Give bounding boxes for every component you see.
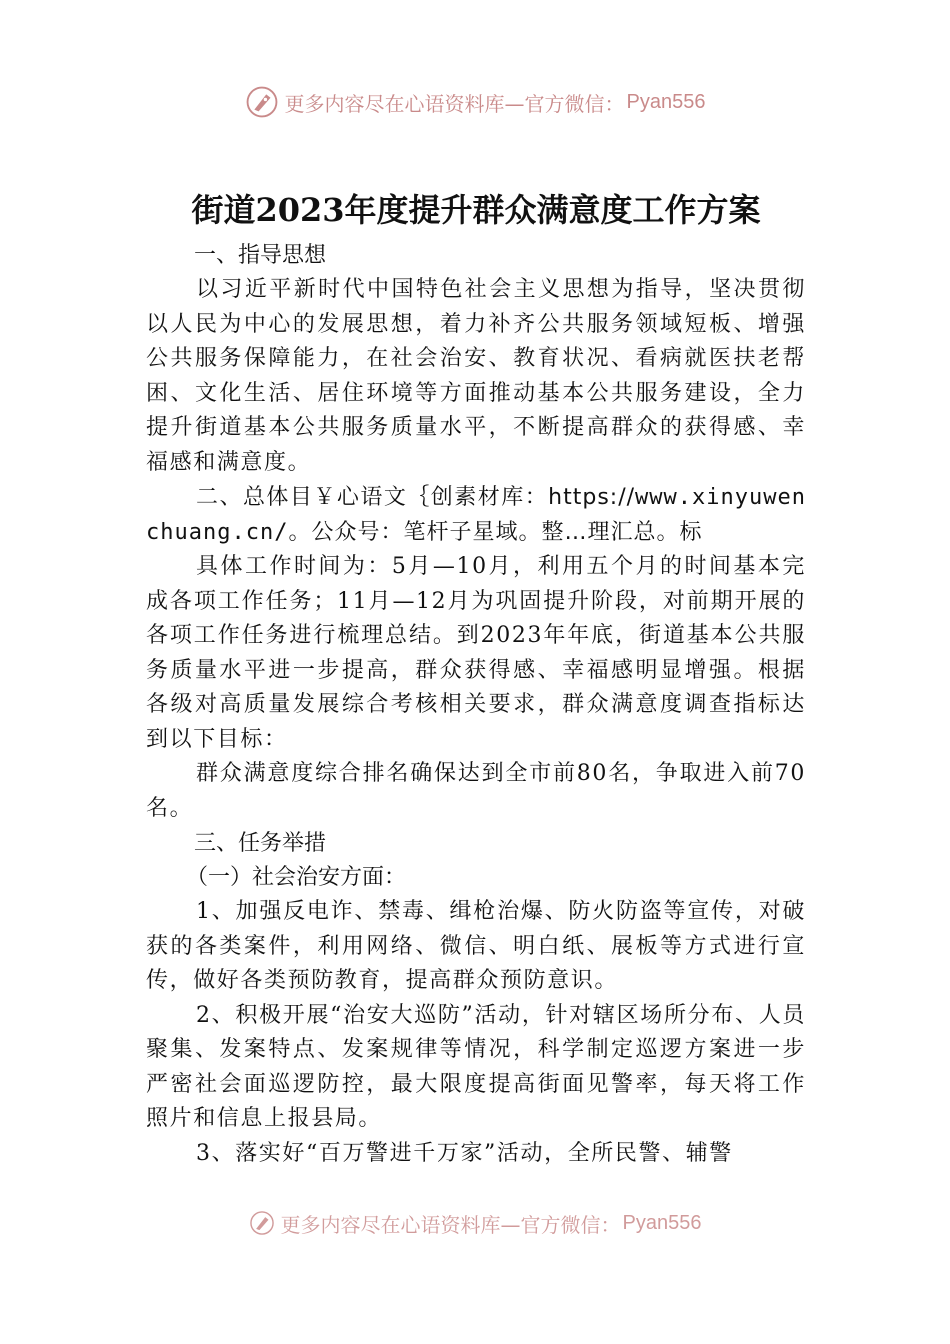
document-body (146, 186, 806, 1171)
watermark-wechat-id: Pyan556 (622, 1211, 702, 1234)
list-item-2: 2、积极开展“治安大巡防”活动，针对辖区场所分布、人员聚集、发案特点、发案规律等情况，科学制定巡逻方案进一步严密社会面巡逻防控，最大限度提高街面见警率，每天将工作照片和信息上报县局。 (146, 1002, 806, 1131)
link-url[interactable]: www.xinyuwenchuang.cn/ (146, 485, 806, 545)
section-heading-tasks: 三、任务举措 (194, 831, 327, 856)
section-heading-overall-goal (146, 480, 806, 550)
watermark-header (0, 84, 950, 120)
paragraph-guiding-ideology: 以习近平新时代中国特色社会主义思想为指导，坚决贯彻以人民为中心的发展思想，着力补齐公共服务领域短板、增强公共服务保障能力，在社会治安、教育状况、看病就医扶老帮困、文化生活、居住环境等方面推动基本公共服务建设，全力提升街道基本公共服务质量水平，不断提高群众的获得感、幸福感和满意度。 (146, 277, 806, 475)
heading-part-a: 二、总体目￥心语文｛创素材库：https:// (196, 485, 636, 510)
watermark-footer (0, 1208, 950, 1238)
pen-nib-logo-icon (249, 1210, 275, 1236)
paragraph-target: 群众满意度综合排名确保达到全市前80名，争取进入前70名。 (146, 761, 806, 821)
paragraph-schedule: 具体工作时间为：5月—10月，利用五个月的时间基本完成各项工作任务；11月—12月为巩固提升阶段，对前期开展的各项工作任务进行梳理总结。到2023年年底，街道基本公共服务质量水平进一步提高，群众获得感、幸福感明显增强。根据各级对高质量发展综合考核相关要求，群众满意度调查指标达到以下目标： (146, 554, 806, 752)
watermark-text: 更多内容尽在心语资料库—官方微信： (280, 1212, 621, 1237)
document-title: 街道2023年度提升群众满意度工作方案 (191, 191, 761, 229)
watermark-text: 更多内容尽在心语资料库—官方微信： (284, 91, 625, 116)
heading-part-c: 。公众号：笔杆子星域。整…理汇总。标 (288, 520, 703, 545)
list-item-3: 3、落实好“百万警进千万家”活动，全所民警、辅警 (196, 1140, 733, 1166)
subsection-heading-public-security: （一）社会治安方面： (186, 865, 407, 890)
list-item-1: 1、加强反电诈、禁毒、缉枪治爆、防火防盗等宣传，对破获的各类案件，利用网络、微信、明白纸、展板等方式进行宣传，做好各类预防教育，提高群众预防意识。 (146, 899, 806, 993)
section-heading-guiding-ideology: 一、指导思想 (194, 243, 327, 268)
pen-nib-logo-icon (245, 85, 279, 119)
watermark-wechat-id: Pyan556 (626, 90, 706, 113)
